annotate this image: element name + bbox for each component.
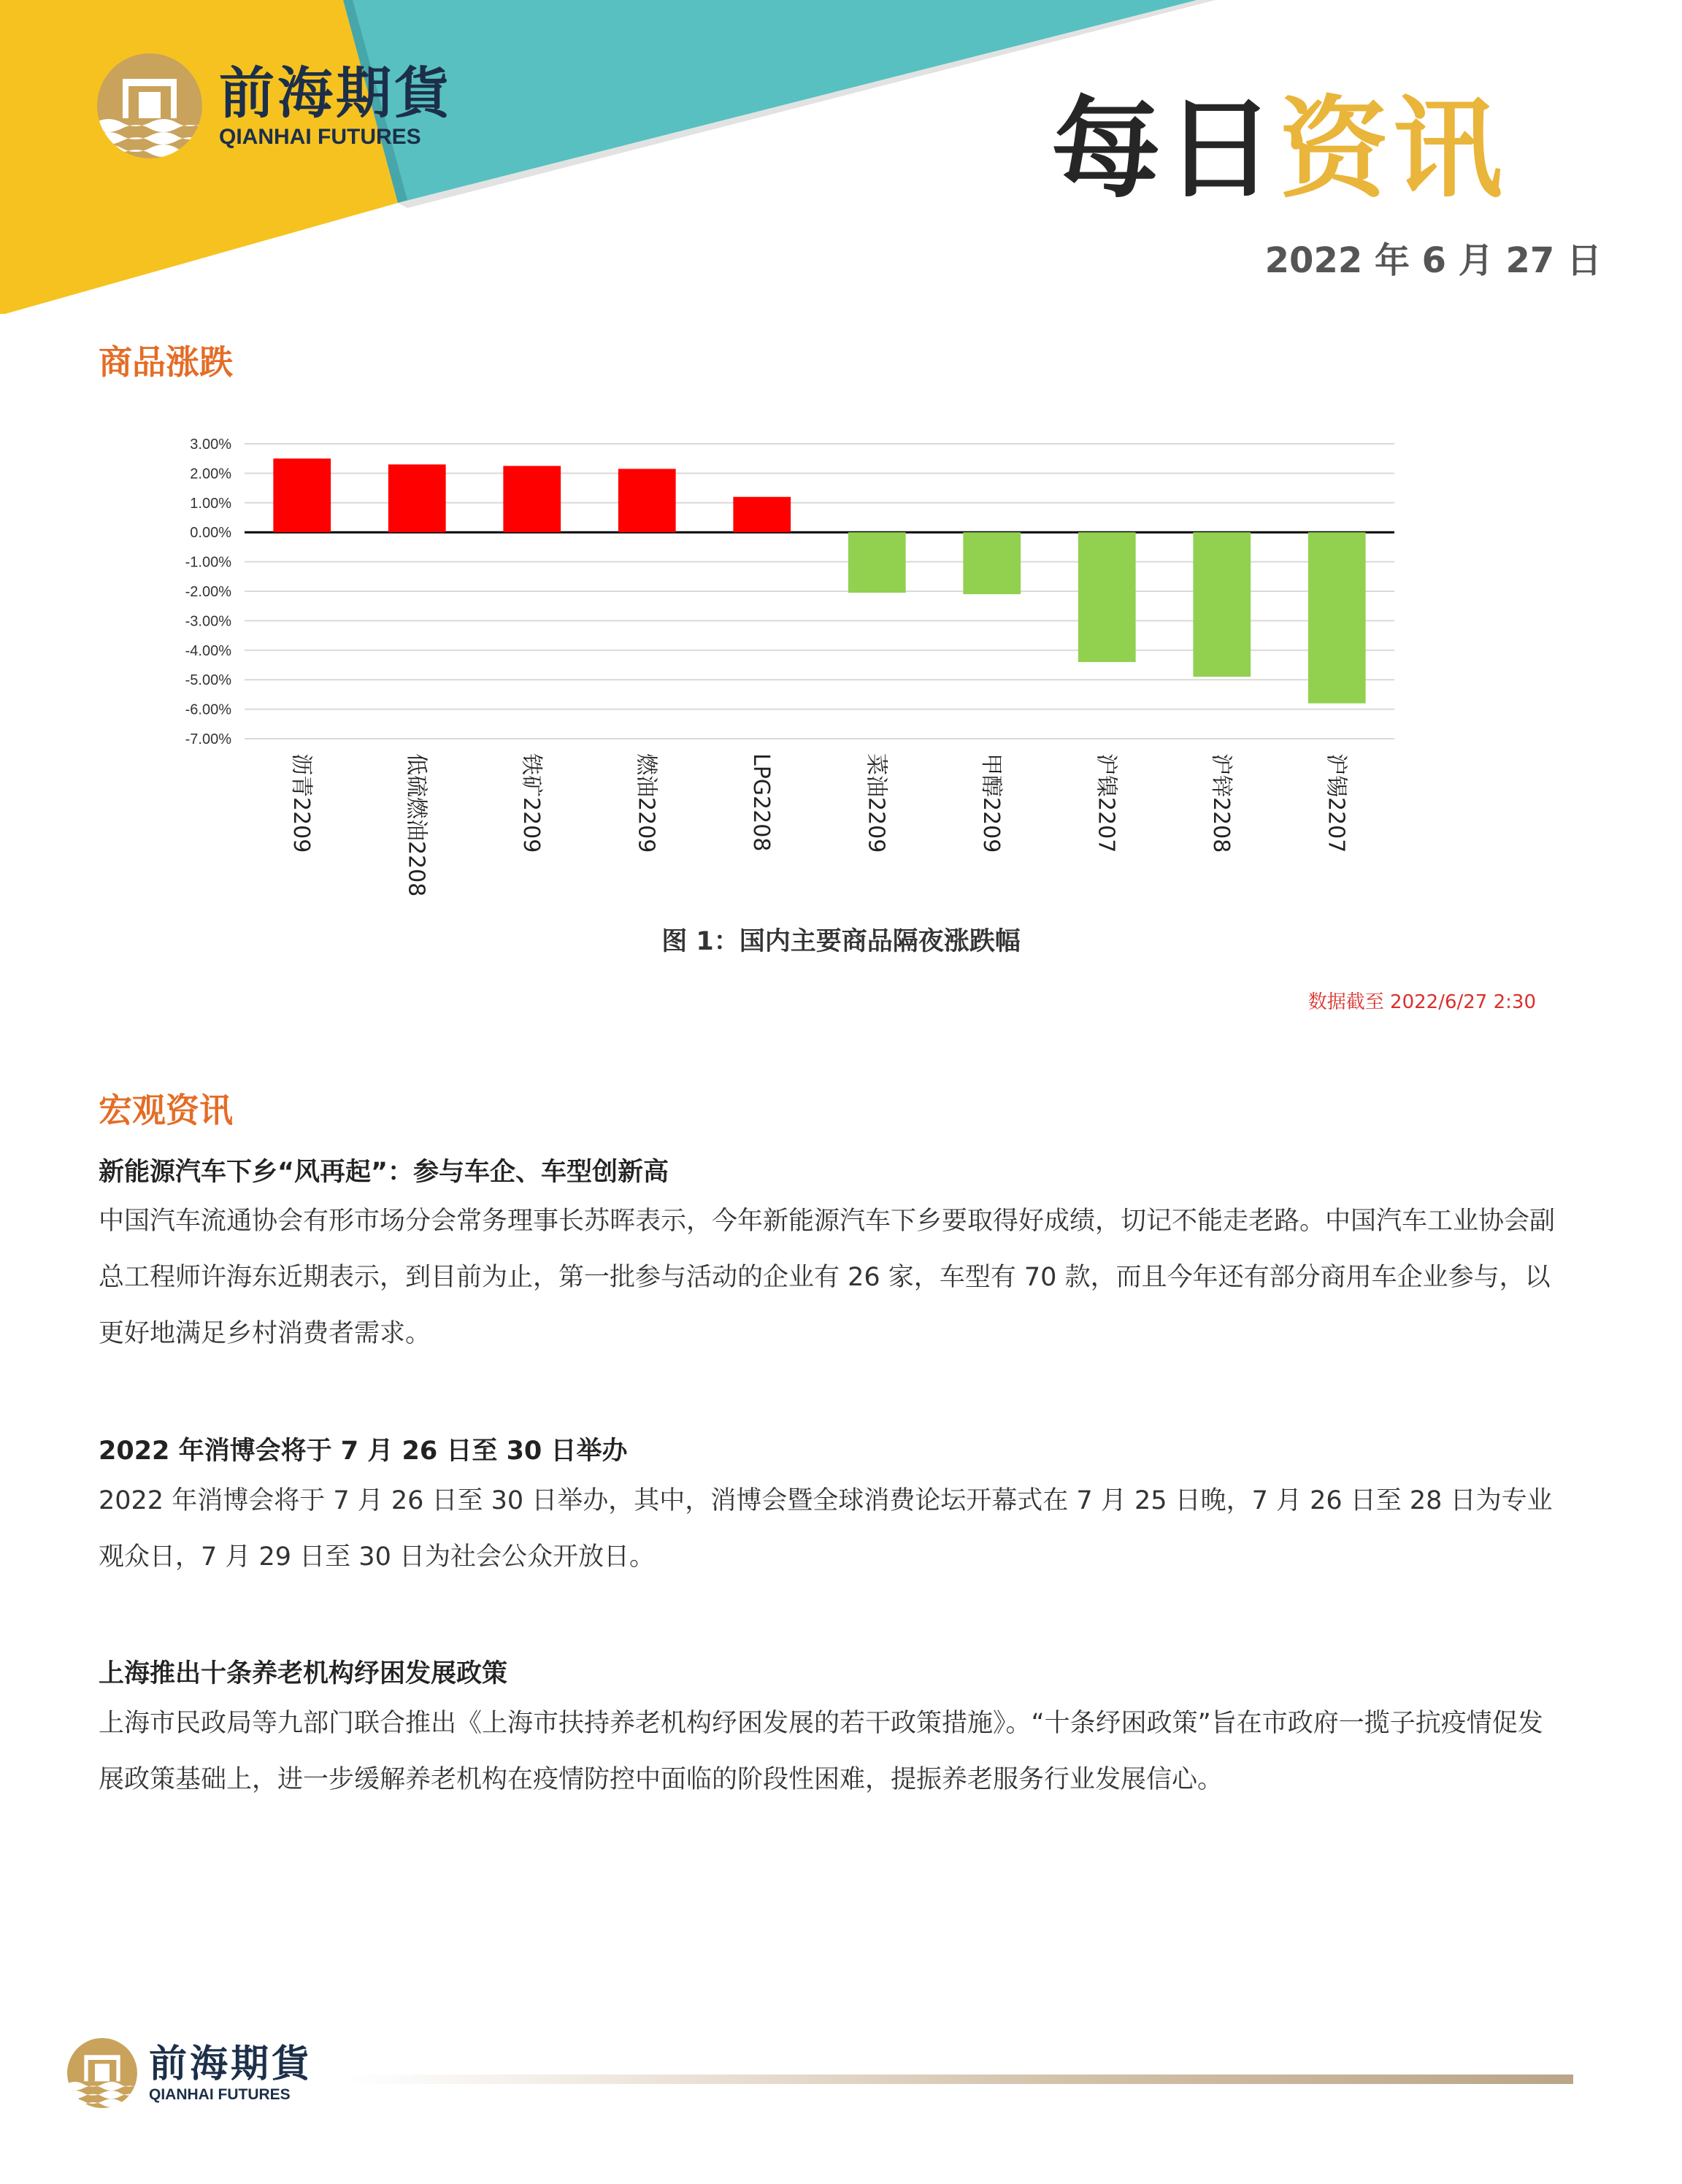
chart-bar-4 — [618, 469, 676, 532]
chart-y-tick-label: -2.00% — [185, 584, 231, 600]
chart-y-tick-label: -5.00% — [185, 672, 231, 689]
chart-y-tick-label: -1.00% — [185, 554, 231, 571]
data-cutoff-note: 数据截至 2022/6/27 2:30 — [1307, 991, 1536, 1013]
chart-y-tick-label: -6.00% — [185, 701, 231, 718]
chart-y-tick-label: -7.00% — [185, 731, 231, 747]
chart-x-label-8: 沪镍2207 — [1093, 753, 1119, 853]
chart-caption: 图 1：国内主要商品隔夜涨跌幅 — [661, 927, 1021, 956]
header-logo — [95, 51, 453, 161]
chart-bar-5 — [733, 497, 791, 532]
chart-x-label-3: 铁矿2209 — [518, 753, 544, 853]
page-title — [1051, 86, 1507, 213]
qianhai-logo-icon — [95, 51, 204, 161]
chart-y-tick-label: 1.00% — [190, 495, 231, 512]
chart-bar-6 — [848, 532, 906, 593]
chart-x-label-1: 沥青2209 — [288, 753, 314, 853]
chart-y-tick-label: 0.00% — [190, 525, 231, 542]
chart-y-tick-label: 3.00% — [190, 437, 231, 453]
chart-x-label-4: 燃油2209 — [633, 753, 659, 853]
page-title-part1: 每日 — [1051, 86, 1279, 213]
qianhai-footer-logo-icon — [66, 2037, 139, 2110]
chart-x-label-2: 低硫燃油2208 — [403, 753, 429, 897]
section-title-macro: 宏观资讯 — [99, 1091, 233, 1130]
chart-bar-10 — [1308, 532, 1366, 703]
footer-logo — [66, 2037, 312, 2110]
footer-brand-name-en: QIANHAI FUTURES — [149, 2086, 291, 2103]
chart-bar-3 — [503, 466, 561, 532]
report-date: 2022 年 6 月 27 日 — [1264, 240, 1602, 281]
chart-y-tick-label: 2.00% — [190, 466, 231, 482]
news-body-1: 中国汽车流通协会有形市场分会常务理事长苏晖表示，今年新能源汽车下乡要取得好成绩，切记不能走老路。中国汽车工业协会副总工程师许海东近期表示，到目前为止，第一批参与活动的企业有 26 家，车型有 70 款，而且今年还有部分商用车企业参与，以更好地满足乡村消费者需求。 — [99, 1207, 1556, 1348]
chart-bar-1 — [273, 458, 331, 532]
chart-x-label-5: LPG2208 — [748, 753, 774, 852]
chart-x-label-6: 菜油2209 — [863, 753, 889, 853]
section-title-commodities: 商品涨跌 — [99, 342, 233, 382]
news-title-3: 上海推出十条养老机构纾困发展政策 — [99, 1659, 508, 1688]
footer-divider — [347, 2075, 1573, 2084]
chart-svg — [146, 420, 1402, 916]
news-body-3: 上海市民政局等九部门联合推出《上海市扶持养老机构纾困发展的若干政策措施》。“十条纾困政策”旨在市政府一揽子抗疫情促发展政策基础上，进一步缓解养老机构在疫情防控中面临的阶段性困难，提振养老服务行业发展信心。 — [99, 1709, 1543, 1794]
chart-bar-7 — [963, 532, 1021, 594]
chart-x-label-10: 沪锡2207 — [1323, 753, 1349, 853]
brand-name-en: QIANHAI FUTURES — [219, 125, 421, 149]
page-title-part2: 资讯 — [1278, 86, 1507, 213]
news-body-2: 2022 年消博会将于 7 月 26 日至 30 日举办，其中，消博会暨全球消费论坛开幕式在 7 月 25 日晚，7 月 26 日至 28 日为专业观众日，7 月 29 日至 30 日为社会公众开放日。 — [99, 1486, 1553, 1572]
news-title-2: 2022 年消博会将于 7 月 26 日至 30 日举办 — [99, 1437, 628, 1466]
chart-bar-8 — [1078, 532, 1136, 662]
brand-name-cn: 前海期貨 — [219, 61, 453, 126]
commodity-change-chart — [146, 420, 1402, 919]
chart-bar-9 — [1193, 532, 1251, 677]
news-title-1: 新能源汽车下乡“风再起”：参与车企、车型创新高 — [99, 1158, 669, 1187]
footer-brand-name-cn: 前海期貨 — [149, 2042, 313, 2086]
chart-bar-2 — [388, 464, 446, 532]
chart-x-label-9: 沪锌2208 — [1207, 753, 1234, 853]
chart-y-tick-label: -4.00% — [185, 642, 231, 659]
chart-y-tick-label: -3.00% — [185, 613, 231, 630]
chart-x-label-7: 甲醇2209 — [978, 753, 1004, 853]
